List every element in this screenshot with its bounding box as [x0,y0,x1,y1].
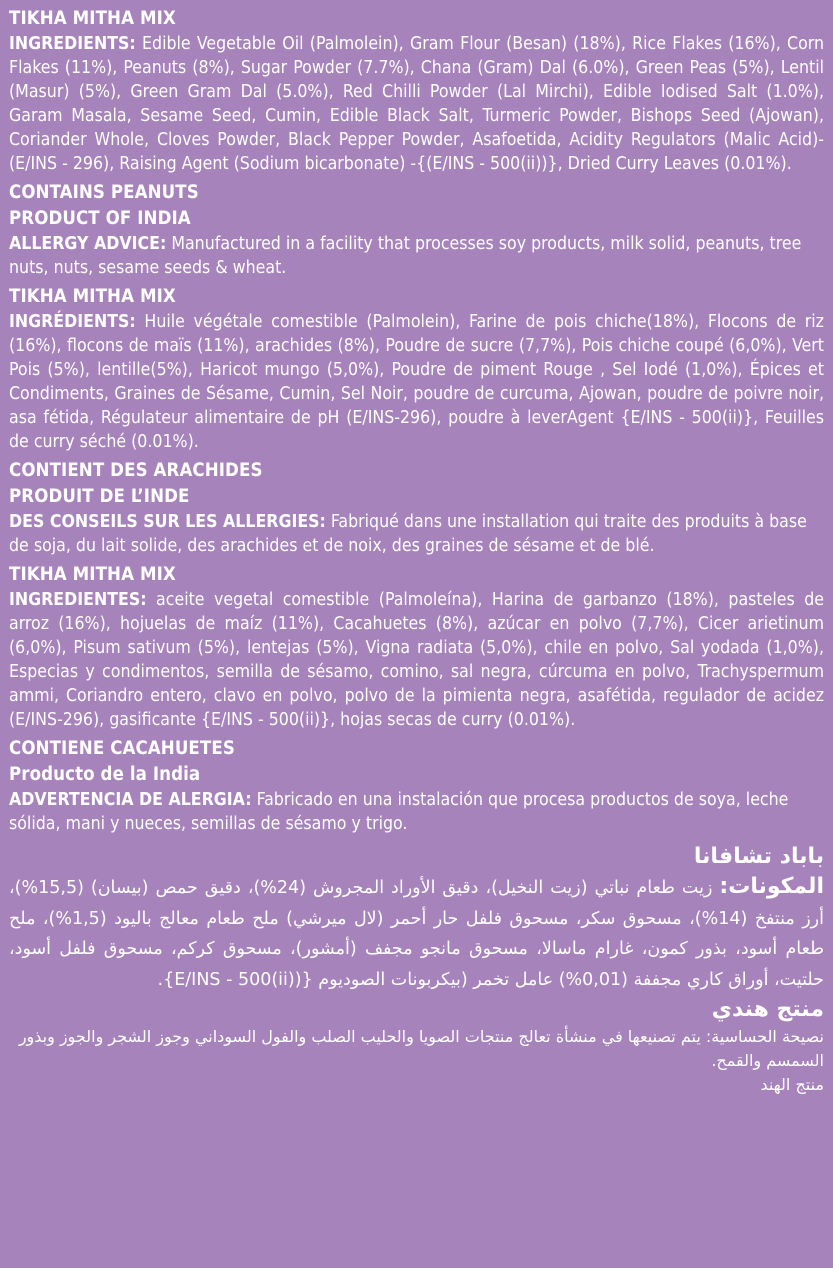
french-section [9,284,824,558]
allergy-text-es: Fabricado en una instalación que procesa productos de soya, leche sólida, mani y nueces, semillas de sésamo y trigo. [9,790,789,834]
ingredients-text-en: Edible Vegetable Oil (Palmolein), Gram Flour (Besan) (18%), Rice Flakes (16%), Corn Flakes (11%), Peanuts (8%), Sugar Powder (7.7%), Chana (Gram) Dal (6.0%), Green Peas (5%), Lentil (Masur) (5%), Green Gram Dal (5.0%), Red Chilli Powder (Lal Mirchi), Edible Iodised Salt (1.0%), Garam Masala, Sesame Seed, Cumin, Edible Black Salt, Turmeric Powder, Bishops Seed (Ajowan), Coriander Whole, Cloves Powder, Black Pepper Powder, Asafoetida, Acidity Regulators (Malic Acid)- (E/INS - 296), Raising Agent (Sodium bicarbonate) -{(E/INS - 500(ii))}, Dried Curry Leaves (0.01%). [9,34,824,174]
ingredients-paragraph-es [9,588,824,732]
arabic-section [9,842,824,1097]
ingredients-label-fr: INGRÉDIENTS: [9,312,136,332]
ingredients-label-ar: المكونات: [719,874,824,899]
ingredients-text-fr: Huile végétale comestible (Palmolein), Farine de pois chiche(18%), Flocons de riz (16%), flocons de maïs (11%), arachides (8%), Poudre de sucre (7,7%), Pois chiche coupé (6,0%), Vert Pois (5%), lentille(5%), Haricot mungo (5,0%), Poudre de piment Rouge , Sel Iodé (1,0%), Épices et Condiments, Graines de Sésame, Cumin, Sel Noir, poudre de curcuma, Ajowan, poudre de poivre noir, asa fétida, Régulateur alimentaire de pH (E/INS-296), poudre à leverAgent {E/INS - 500(ii)}, Feuilles de curry séché (0.01%). [9,312,824,452]
contains-es: CONTIENE CACAHUETES [9,738,235,759]
origin-ar: منتج الهند [760,1075,824,1094]
ingredients-label-es: INGREDIENTES: [9,590,147,610]
origin-fr: PRODUIT DE L’INDE [9,486,190,507]
allergy-label-en: ALLERGY ADVICE: [9,234,167,254]
allergy-text-en: Manufactured in a facility that processes soy products, milk solid, peanuts, tree nuts, nuts, sesame seeds & wheat. [9,234,802,278]
product-title-ar: باباد تشافانا [693,844,824,869]
origin-es: Producto de la India [9,764,201,785]
origin-heading-ar: منتج هندي [711,997,824,1022]
ingredients-paragraph-fr [9,310,824,454]
ingredients-paragraph-en [9,32,824,176]
product-title-en: TIKHA MITHA MIX [9,8,176,29]
contains-en: CONTAINS PEANUTS [9,182,199,203]
allergy-text-fr: Fabriqué dans une installation qui traite des produits à base de soja, du lait solide, des arachides et de noix, des graines de sésame et de blé. [9,512,807,556]
allergy-paragraph-fr [9,510,824,558]
ingredients-text-es: aceite vegetal comestible (Palmoleína), Harina de garbanzo (18%), pasteles de arroz (16%), hojuelas de maíz (11%), Cacahuetes (8%), azúcar en polvo (7,7%), Cicer arietinum (6,0%), Pisum sativum (5%), lentejas (5%), Vigna radiata (5,0%), chile en polvo, Sal yodada (1,0%), Especias y condimentos, semilla de sésamo, comino, sal negra, cúrcuma en polvo, Trachyspermum ammi, Coriandro entero, clavo en polvo, polvo de la pimienta negra, asafétida, regulador de acidez (E/INS-296), gasificante {E/INS - 500(ii)}, hojas secas de curry (0.01%). [9,590,824,730]
allergy-paragraph-en [9,232,824,280]
allergy-text-ar: نصيحة الحساسية: يتم تصنيعها في منشأة تعالج منتجات الصويا والحليب الصلب والفول السوداني وجوز الشجر والجوز وبذور السمسم والقمح. [18,1027,824,1070]
allergy-label-fr: DES CONSEILS SUR LES ALLERGIES: [9,512,326,532]
product-title-es: TIKHA MITHA MIX [9,564,176,585]
ingredients-label-en: INGREDIENTS: [9,34,136,54]
spanish-section [9,562,824,836]
contains-fr: CONTIENT DES ARACHIDES [9,460,263,481]
ingredients-paragraph-ar [9,872,824,995]
ingredients-text-ar: زيت طعام نباتي (زيت النخيل)، دقيق الأوراد المجروش (24%)، دقيق حمص (بيسان) (15,5%)، أرز منتفخ (14%)، مسحوق سكر، مسحوق فلفل حار أحمر (لال ميرشي) ملح طعام معالج باليود (1,5%)، ملح طعام أسود، بذور كمون، غارام ماسالا، مسحوق مانجو مجفف (أمشور)، مسحوق كركم، مسحوق فلفل أسود، حلتيت، أوراق كاري مجففة (0,01%) عامل تخمر (بيكربونات الصوديوم {(E/INS - 500(ii)}. [9,878,824,990]
allergy-label-es: ADVERTENCIA DE ALERGIA: [9,790,252,810]
product-title-fr: TIKHA MITHA MIX [9,286,176,307]
english-section [9,6,824,280]
origin-en: PRODUCT OF INDIA [9,208,191,229]
allergy-paragraph-es [9,788,824,836]
